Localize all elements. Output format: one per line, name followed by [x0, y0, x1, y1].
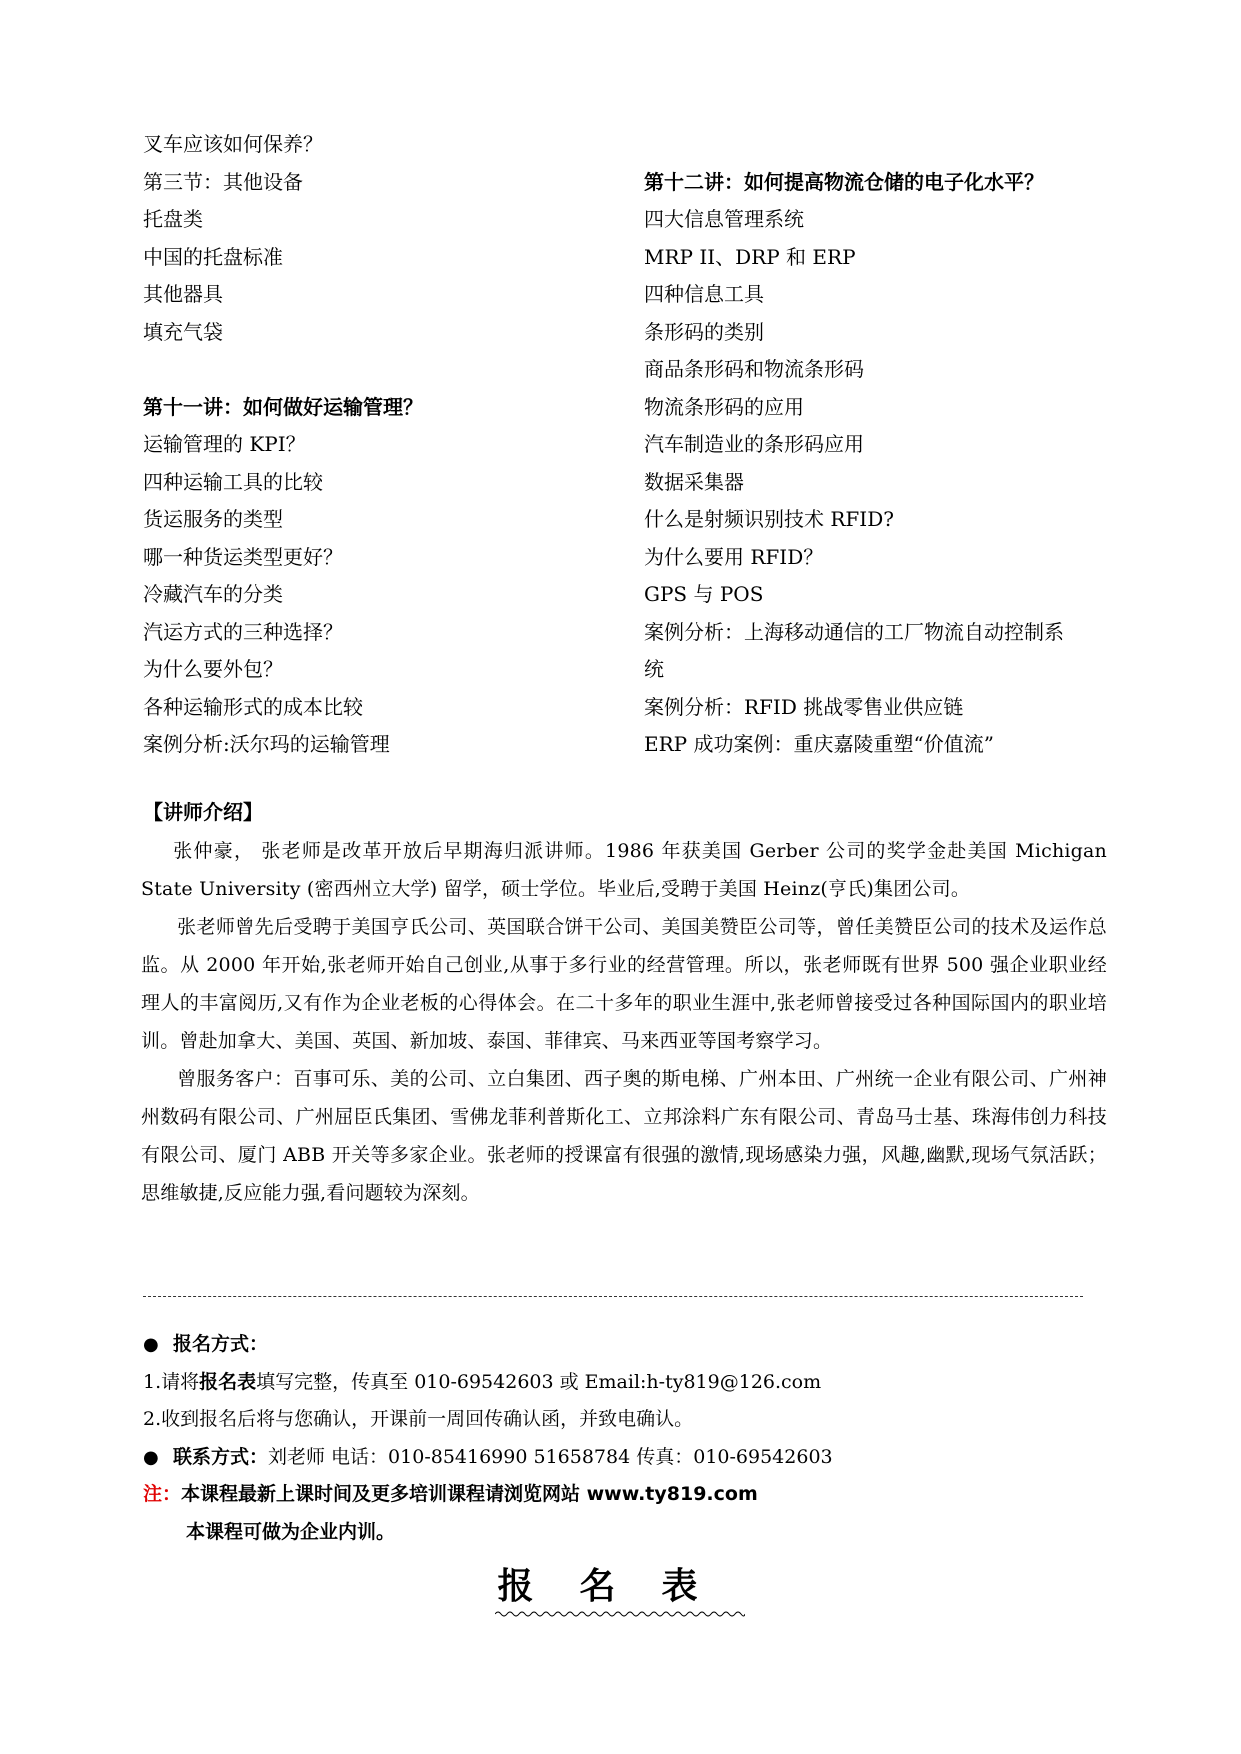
outline-line: 四种运输工具的比较: [143, 469, 323, 494]
bullet-icon: ●: [143, 1334, 159, 1355]
outline-line: 填充气袋: [143, 319, 223, 344]
outline-line: 条形码的类别: [644, 319, 764, 344]
outline-line: ERP 成功案例：重庆嘉陵重塑“价值流”: [644, 732, 994, 756]
outline-line: 物流条形码的应用: [644, 394, 804, 419]
note-text-2: 本课程可做为企业内训。: [186, 1520, 396, 1543]
outline-line: 货运服务的类型: [143, 507, 283, 531]
outline-line: MRP II、DRP 和 ERP: [644, 244, 856, 269]
note-row-2: [143, 1514, 1123, 1552]
outline-line: GPS 与 POS: [644, 582, 764, 606]
note-text: 本课程最新上课时间及更多培训课程请浏览网站 www.ty819.com: [181, 1483, 758, 1505]
outline-line: 为什么要外包？: [143, 657, 283, 681]
registration-step-1: [143, 1364, 1123, 1402]
registration-info: [143, 1326, 1123, 1551]
bio-paragraph: 张仲豪， 张老师是改革开放后早期海归派讲师。1986 年获美国 Gerber 公司的奖学金赴美国 Michigan State University (密西州立大学) 留学，硕士学位。毕业后,受聘于美国 Heinz(亨氏)集团公司。: [141, 840, 1107, 900]
lecture-11-title: 第十一讲：如何做好运输管理？: [143, 394, 423, 419]
outline-line: 汽运方式的三种选择？: [143, 619, 343, 644]
outline-line: 案例分析：上海移动通信的工厂物流自动控制系: [644, 619, 1064, 644]
outline-line: 案例分析：RFID 挑战零售业供应链: [644, 694, 964, 719]
left-column: [143, 126, 623, 764]
dashed-divider: [143, 1296, 1083, 1297]
registration-form-link: 报名表: [199, 1370, 257, 1393]
step1-suffix: 填写完整，传真至 010-69542603 或 Email:h-ty819@126.com: [256, 1370, 822, 1393]
bio-paragraph: 曾服务客户：百事可乐、美的公司、立白集团、西子奥的斯电梯、广州本田、广州统一企业有限公司、广州神州数码有限公司、广州屈臣氏集团、雪佛龙菲利普斯化工、立邦涂料广东有限公司、青岛马士基、珠海伟创力科技有限公司、厦门 ABB 开关等多家企业。张老师的授课富有很强的激情,现场感染力强，风趣,幽默,现场气氛活跃；思维敏捷,反应能力强,看问题较为深刻。: [141, 1068, 1107, 1204]
bullet-icon: ●: [143, 1446, 159, 1468]
outline-line: 中国的托盘标准: [143, 244, 283, 269]
outline-line: 运输管理的 KPI？: [143, 432, 306, 456]
contact-row: [143, 1439, 1123, 1477]
outline-line: 四种信息工具: [644, 282, 764, 306]
outline-line: 什么是射频识别技术 RFID?: [644, 507, 894, 531]
outline-line: 其他器具: [143, 282, 223, 306]
section-heading: 第三节：其他设备: [143, 169, 303, 194]
lecture-12-title: 第十二讲：如何提高物流仓储的电子化水平？: [644, 169, 1044, 194]
registration-method-label: 报名方式：: [173, 1333, 269, 1355]
outline-line: 四大信息管理系统: [644, 207, 804, 231]
instructor-bio: [141, 832, 1107, 1212]
registration-method-row: [143, 1326, 1123, 1364]
contact-label: 联系方式：: [173, 1445, 269, 1468]
outline-line: 哪一种货运类型更好？: [143, 544, 343, 569]
outline-line: 冷藏汽车的分类: [143, 582, 283, 606]
spacer: [143, 351, 623, 389]
outline-line: 统: [644, 657, 664, 681]
outline-line: 商品条形码和物流条形码: [644, 357, 864, 381]
right-column: [644, 126, 1119, 764]
registration-step-2: 2.收到报名后将与您确认，开课前一周回传确认函，并致电确认。: [143, 1408, 694, 1430]
spacer: [644, 126, 1119, 164]
outline-line: 汽车制造业的条形码应用: [644, 432, 864, 456]
instructor-heading: 【讲师介绍】: [143, 800, 263, 824]
outline-line: 案例分析:沃尔玛的运输管理: [143, 732, 390, 756]
outline-line: 数据采集器: [644, 469, 744, 494]
wavy-underline: [495, 1610, 745, 1618]
outline-line: 为什么要用 RFID？: [644, 544, 824, 569]
outline-line: 各种运输形式的成本比较: [143, 694, 363, 719]
outline-line: 叉车应该如何保养？: [143, 132, 323, 156]
bio-paragraph: 张老师曾先后受聘于美国亨氏公司、英国联合饼干公司、美国美赞臣公司等，曾任美赞臣公司的技术及运作总监。从 2000 年开始,张老师开始自己创业,从事于多行业的经营管理。所以，张老师既有世界 500 强企业职业经理人的丰富阅历,又有作为企业老板的心得体会。在二十多年的职业生涯中,张老师曾接受过各种国际国内的职业培训。曾赴加拿大、美国、英国、新加坡、泰国、菲律宾、马来西亚等国考察学习。: [141, 916, 1107, 1052]
note-label: 注：: [143, 1483, 182, 1505]
note-row: [143, 1476, 1123, 1514]
step1-prefix: 1.请将: [143, 1370, 200, 1393]
outline-line: 托盘类: [143, 207, 203, 231]
form-title: 报名表: [497, 1565, 744, 1607]
contact-text: 刘老师 电话：010-85416990 51658784 传真：010-69542603: [268, 1445, 833, 1468]
